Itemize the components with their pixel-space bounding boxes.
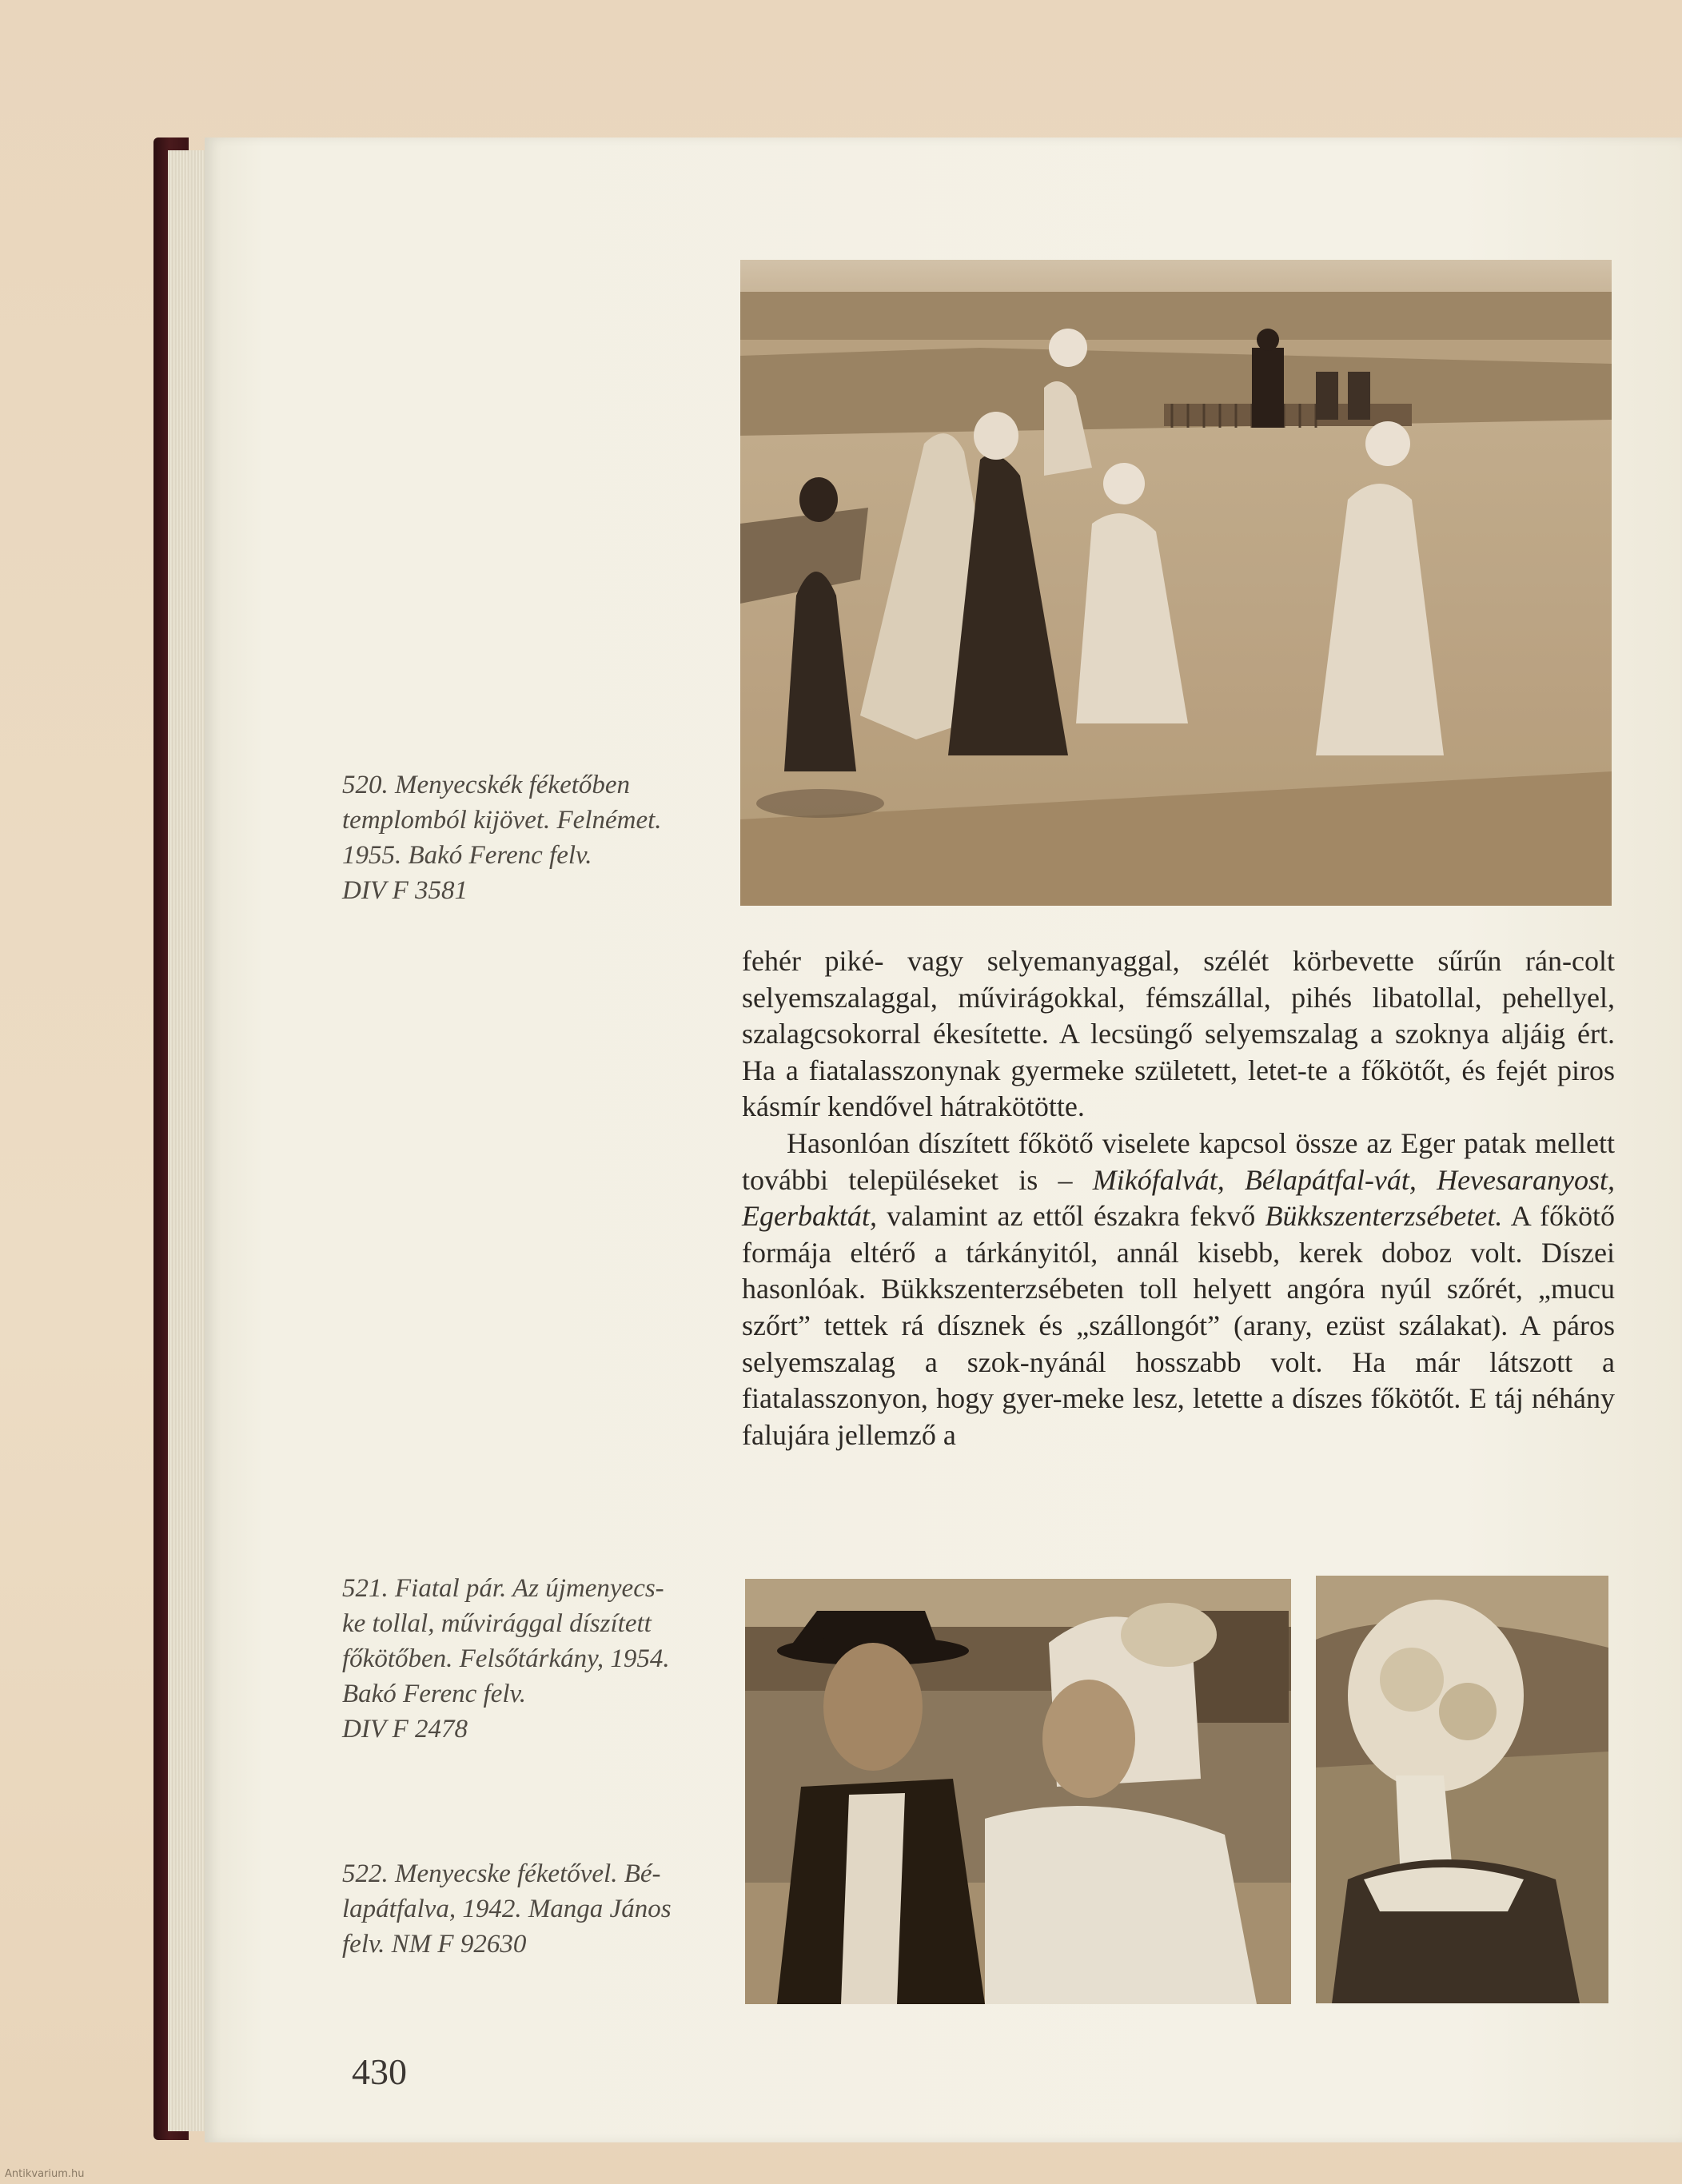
photo-521-drawing bbox=[745, 1579, 1291, 2004]
place-name-2: Bükkszenterzsébetet. bbox=[1265, 1200, 1503, 1233]
photo-520-drawing bbox=[740, 260, 1612, 906]
page-edges bbox=[168, 150, 206, 2131]
photo-520-brides-leaving-church bbox=[740, 260, 1612, 906]
photo-522-drawing bbox=[1316, 1576, 1608, 2003]
paragraph-2-part-a: Hasonlóan díszített főkötő viselete kapcsol össze az Eger patak mellett további településeket is – bbox=[742, 1126, 1615, 1196]
paragraph-1: fehér piké- vagy selyemanyaggal, szélét körbevette sűrűn rán-colt selyemszalaggal, művirágokkal, fémszállal, pihés libatollal, pehellyel, szalagcsokorral ékesítette. A lecsüngő selyemszalag a szoknya aljáig ért. Ha a fiatalasszonynak gyermeke született, letet-te a főkötőt, és fejét piros kásmír kendővel hátrakötötte. bbox=[742, 945, 1615, 1123]
photo-522-young-woman-bonnet bbox=[1316, 1576, 1608, 2003]
paragraph-2-part-b: valamint az ettől északra fekvő bbox=[876, 1200, 1265, 1233]
caption-520: 520. Menyecskék féketőben templomból kijövet. Felnémet. 1955. Bakó Ferenc felv. DIV F 3581 bbox=[342, 771, 662, 905]
article-body bbox=[742, 943, 1615, 1453]
watermark: Antikvarium.hu bbox=[5, 2168, 85, 2180]
photo-521-young-couple bbox=[745, 1579, 1291, 2004]
place-names-1: Mikófalvát, Bélapátfal-vát, Hevesaranyost, Egerbaktát, bbox=[742, 1163, 1616, 1233]
paragraph-2-part-c: A főkötő formája eltérő a tárkányitól, annál kisebb, kerek doboz volt. Díszei hasonlóak. Bükkszenterzsébeten toll helyett angóra nyúl szőrét, „mucu szőrt” tettek rá dísznek és „szállongót” (arany, ezüst szálakat). A páros selyemszalag a szok-nyánál hosszabb volt. Ha már látszott a fiatalasszonyon, hogy gyer-meke lesz, letette a díszes főkötőt. E táj néhány falujára jellemző a bbox=[742, 1200, 1615, 1451]
caption-522: 522. Menyecske féketővel. Bé- lapátfalva, 1942. Manga János felv. NM F 92630 bbox=[342, 1859, 672, 1959]
caption-521: 521. Fiatal pár. Az újmenyecs- ke tollal, művirággal díszített főkötőben. Felsőtárkány, 1954. Bakó Ferenc felv. DIV F 2478 bbox=[342, 1574, 670, 1744]
page-number: 430 bbox=[352, 2051, 407, 2092]
paragraph-2 bbox=[742, 1126, 1615, 1453]
